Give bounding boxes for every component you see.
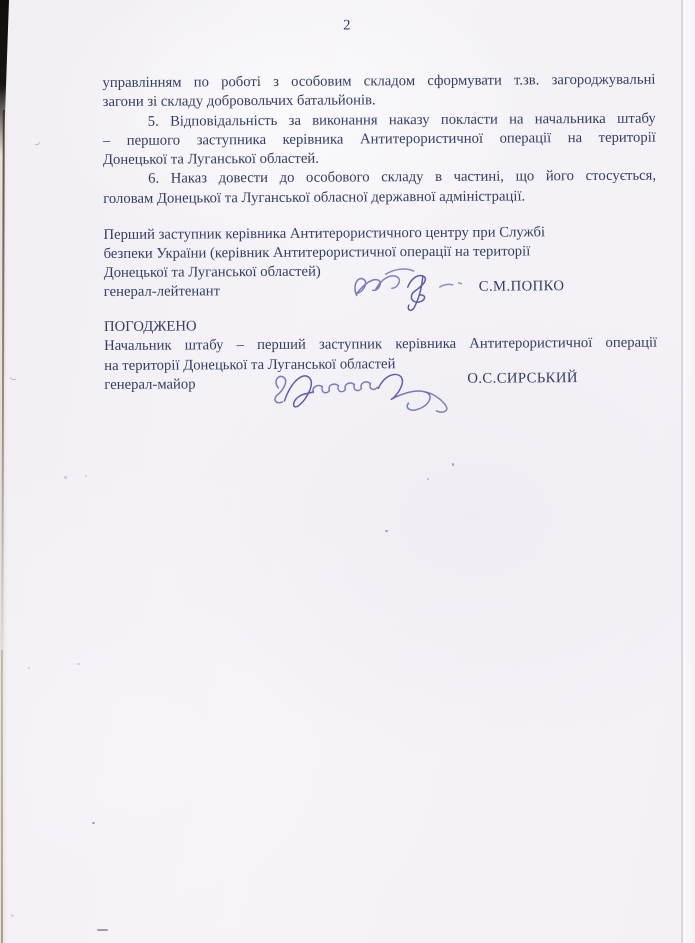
signatory-rank: генерал-лейтенант (103, 283, 221, 300)
syrskyi-signature-icon (266, 370, 461, 417)
approval-title-line: на території Донецької та Луганської областей (104, 355, 396, 374)
signatory-title-line: безпеки України (керівник Антитерористичної операції на території (103, 243, 531, 262)
signatory-title-line: Донецької та Луганської областей) (103, 263, 321, 281)
approval-rank: генерал-майор (104, 376, 196, 393)
body-line: загони зі складу добровольчих батальйонів. (102, 92, 376, 111)
body-line: Донецької та Луганської областей. (102, 150, 319, 169)
approval-name: О.С.СИРСЬКИЙ (467, 369, 578, 387)
order-body (102, 71, 656, 209)
approval-title-line: Начальник штабу – перший заступник керівника Антитерористичної операції (104, 334, 658, 355)
page-number: 2 (343, 17, 351, 34)
scan-speck (92, 822, 95, 824)
approval-label: ПОГОДЖЕНО (103, 318, 197, 335)
scan-speck (9, 374, 17, 381)
scan-speck (28, 667, 30, 669)
document-text-layer (102, 0, 661, 943)
scan-edge-left-line-bottom (1, 650, 3, 943)
signatory-name: С.М.ПОПКО (478, 277, 565, 295)
signatory-title-line: Перший заступник керівника Антитерористичного центру при Службі (103, 224, 546, 243)
body-line-item6: 6. Наказ довести до особового складу в частині, що його стосується, (148, 168, 657, 188)
scan-speck (10, 910, 18, 918)
body-line-item5: 5. Відповідальність за виконання наказу покласти на начальника штабу (147, 110, 656, 130)
body-line: управлінням по роботі з особовим складом сформувати т.зв. загороджувальні (102, 71, 656, 91)
scan-speck (77, 663, 80, 665)
scan-speck (64, 476, 67, 479)
scan-speck (85, 475, 87, 477)
body-line: – першого заступника керівника Антитерористичної операції на території (102, 129, 656, 149)
scan-right-strip (683, 0, 695, 943)
popko-signature-icon (350, 266, 470, 315)
body-line: головам Донецької та Луганської обласної державної адміністрації. (103, 188, 526, 207)
scan-speck (33, 139, 41, 146)
scan-speck (97, 929, 108, 931)
